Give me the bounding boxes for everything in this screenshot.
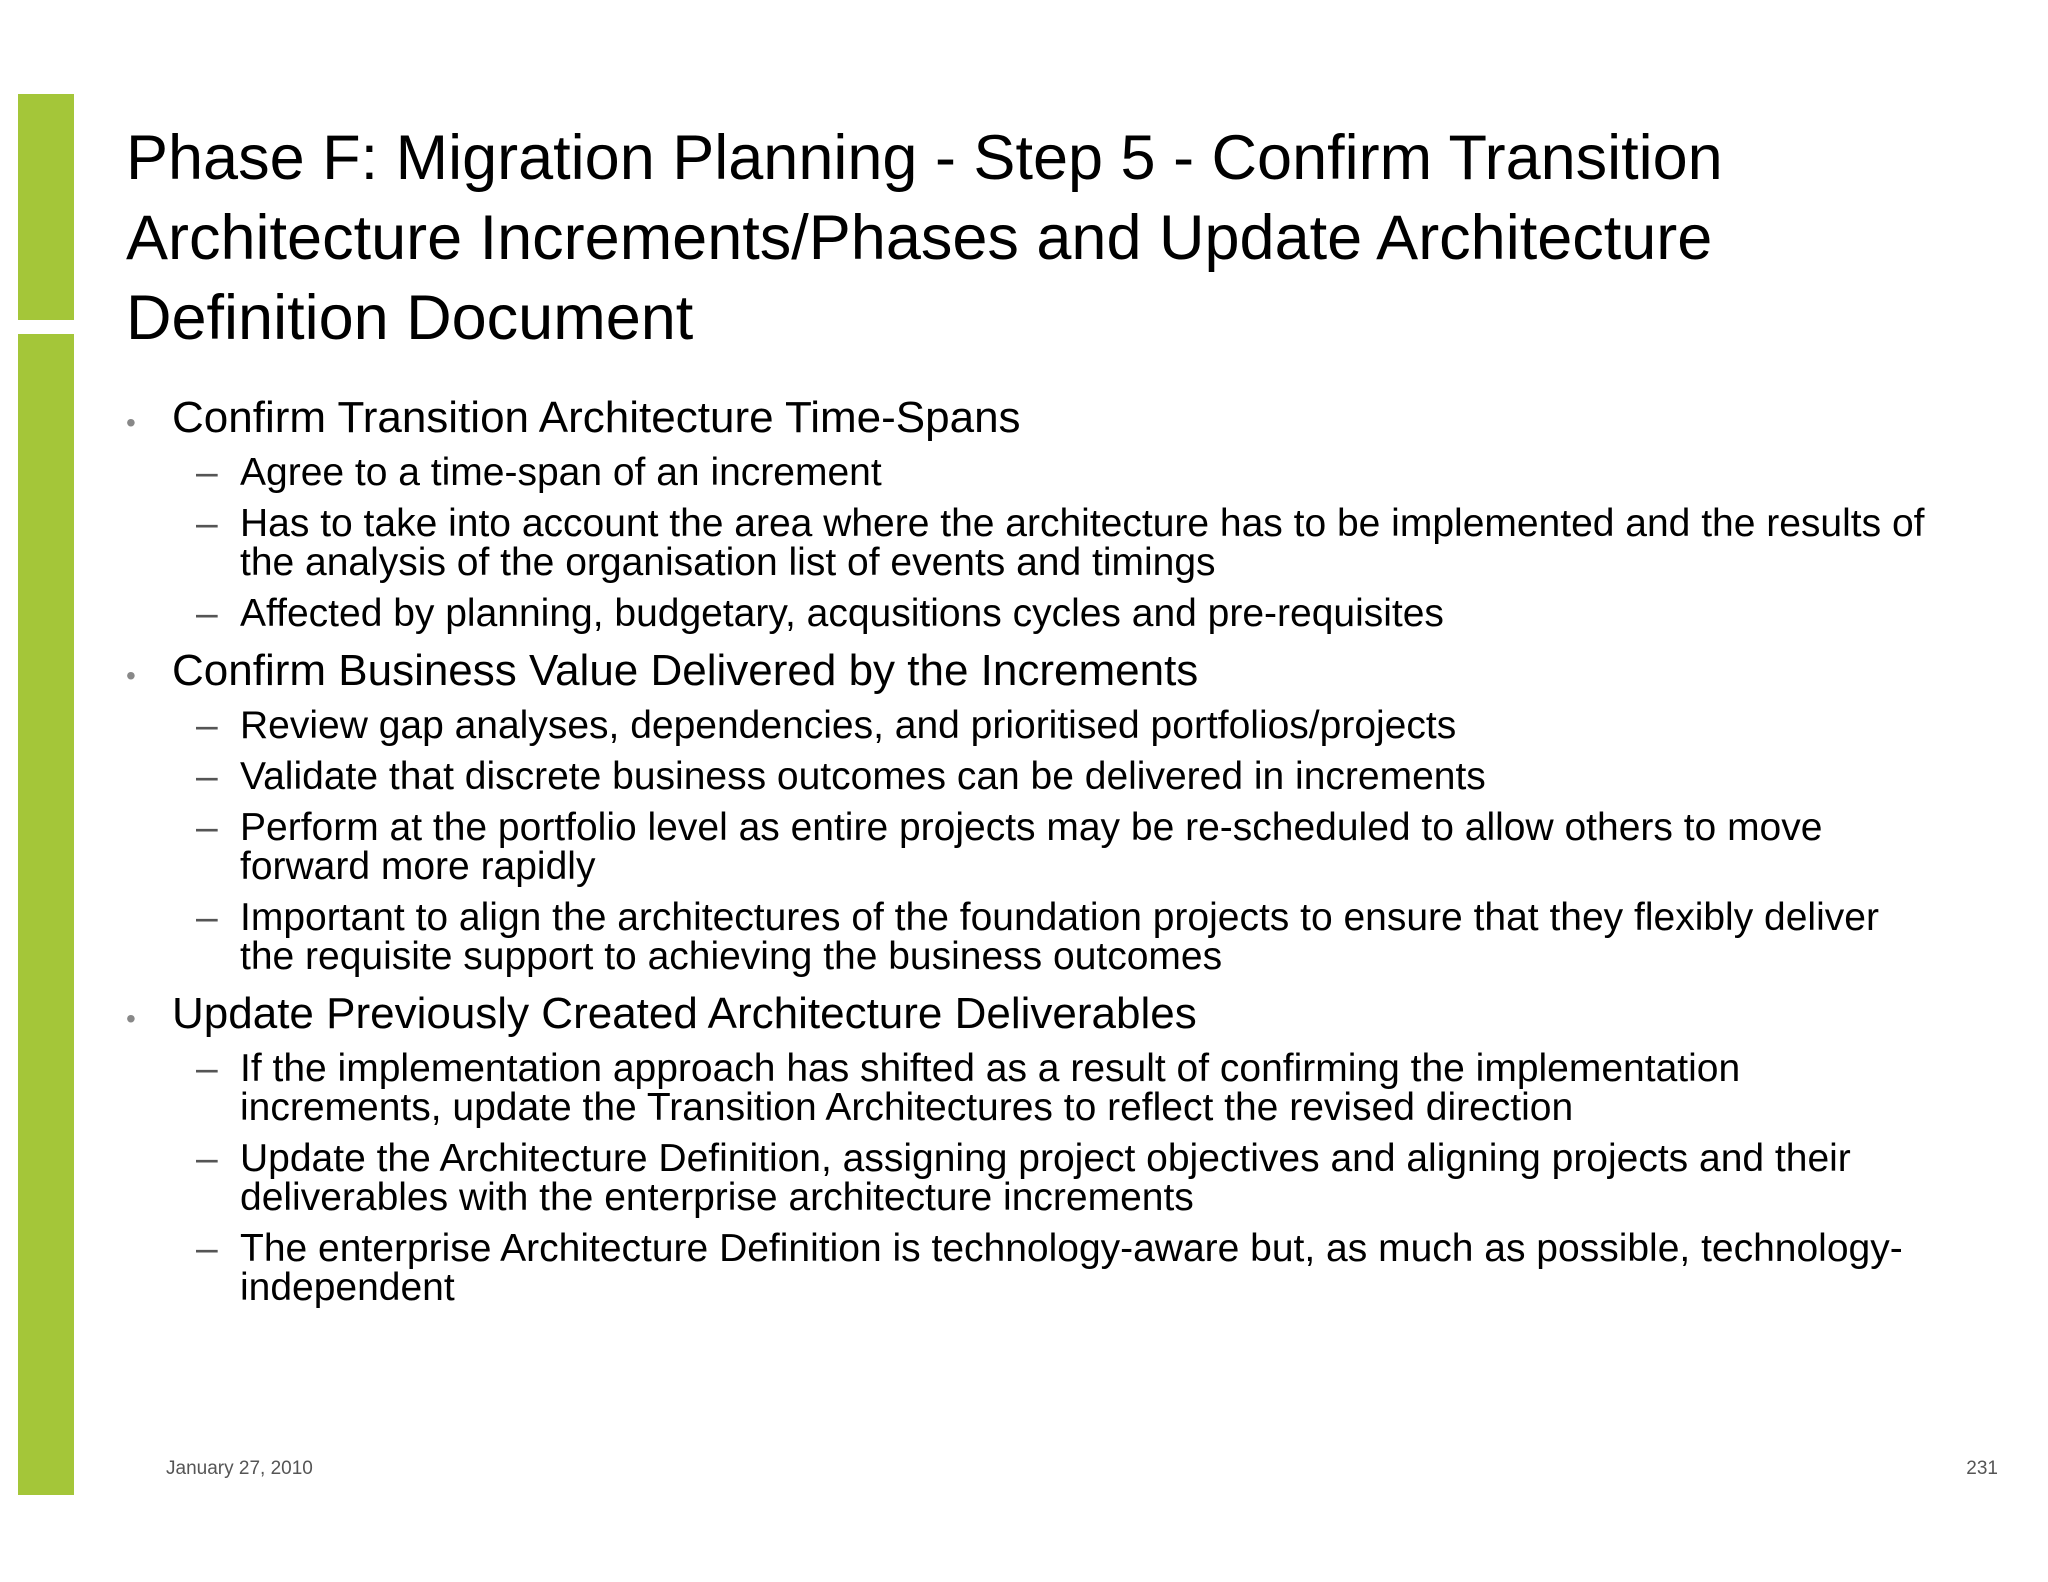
dash-icon: – <box>196 592 218 635</box>
sub-item <box>196 453 1926 492</box>
slide-content <box>126 392 1926 1319</box>
bullet-dot-icon: • <box>126 1003 136 1034</box>
sub-item-text: Perform at the portfolio level as entire projects may be re-scheduled to allow others to move forward more rapidly <box>240 806 1823 888</box>
sub-item-text: Agree to a time-span of an increment <box>240 451 882 494</box>
dash-icon: – <box>196 451 218 494</box>
slide-title: Phase F: Migration Planning - Step 5 - Confirm Transition Architecture Increments/Phases and Update Architecture Definition Document <box>126 123 1723 353</box>
bullet-group <box>126 988 1926 1307</box>
sub-list <box>196 706 1926 976</box>
bullet-item <box>126 392 1926 449</box>
dash-icon: – <box>196 755 218 798</box>
dash-icon: – <box>196 1047 218 1090</box>
sub-item-text: The enterprise Architecture Definition is technology-aware but, as much as possible, technology-independent <box>240 1227 1903 1309</box>
sub-item <box>196 757 1926 796</box>
sub-item <box>196 898 1926 976</box>
sub-item <box>196 706 1926 745</box>
bullet-group <box>126 645 1926 976</box>
bullet-group <box>126 392 1926 633</box>
sub-item <box>196 1229 1926 1307</box>
sub-item <box>196 504 1926 582</box>
sub-item <box>196 1139 1926 1217</box>
sub-item-text: Review gap analyses, dependencies, and prioritised portfolios/projects <box>240 704 1457 747</box>
dash-icon: – <box>196 1137 218 1180</box>
bullet-item <box>126 988 1926 1045</box>
sub-list <box>196 453 1926 633</box>
bullet-text: Confirm Transition Architecture Time-Spans <box>172 393 1021 442</box>
dash-icon: – <box>196 896 218 939</box>
sub-item <box>196 1049 1926 1127</box>
sub-item-text: Affected by planning, budgetary, acqusitions cycles and pre-requisites <box>240 592 1444 635</box>
footer-date: January 27, 2010 <box>166 1458 313 1479</box>
bullet-text: Update Previously Created Architecture Deliverables <box>172 989 1197 1038</box>
sub-item-text: Validate that discrete business outcomes can be delivered in increments <box>240 755 1486 798</box>
sub-item-text: Has to take into account the area where the architecture has to be implemented and the results of the analysis of the organisation list of events and timings <box>240 502 1925 584</box>
accent-bar-top <box>18 94 74 320</box>
dash-icon: – <box>196 704 218 747</box>
sub-item-text: Update the Architecture Definition, assigning project objectives and aligning projects and their deliverables with the enterprise architecture increments <box>240 1137 1851 1219</box>
dash-icon: – <box>196 806 218 849</box>
bullet-dot-icon: • <box>126 660 136 691</box>
bullet-item <box>126 645 1926 702</box>
accent-bar-bottom <box>18 334 74 1495</box>
bullet-dot-icon: • <box>126 407 136 438</box>
sub-item-text: If the implementation approach has shifted as a result of confirming the implementation increments, update the Transition Architectures to reflect the revised direction <box>240 1047 1741 1129</box>
sub-item <box>196 594 1926 633</box>
dash-icon: – <box>196 502 218 545</box>
page-number: 231 <box>1966 1458 1998 1479</box>
dash-icon: – <box>196 1227 218 1270</box>
sub-list <box>196 1049 1926 1307</box>
sub-item-text: Important to align the architectures of the foundation projects to ensure that they flexibly deliver the requisite support to achieving the business outcomes <box>240 896 1879 978</box>
sub-item <box>196 808 1926 886</box>
bullet-text: Confirm Business Value Delivered by the Increments <box>172 646 1199 695</box>
